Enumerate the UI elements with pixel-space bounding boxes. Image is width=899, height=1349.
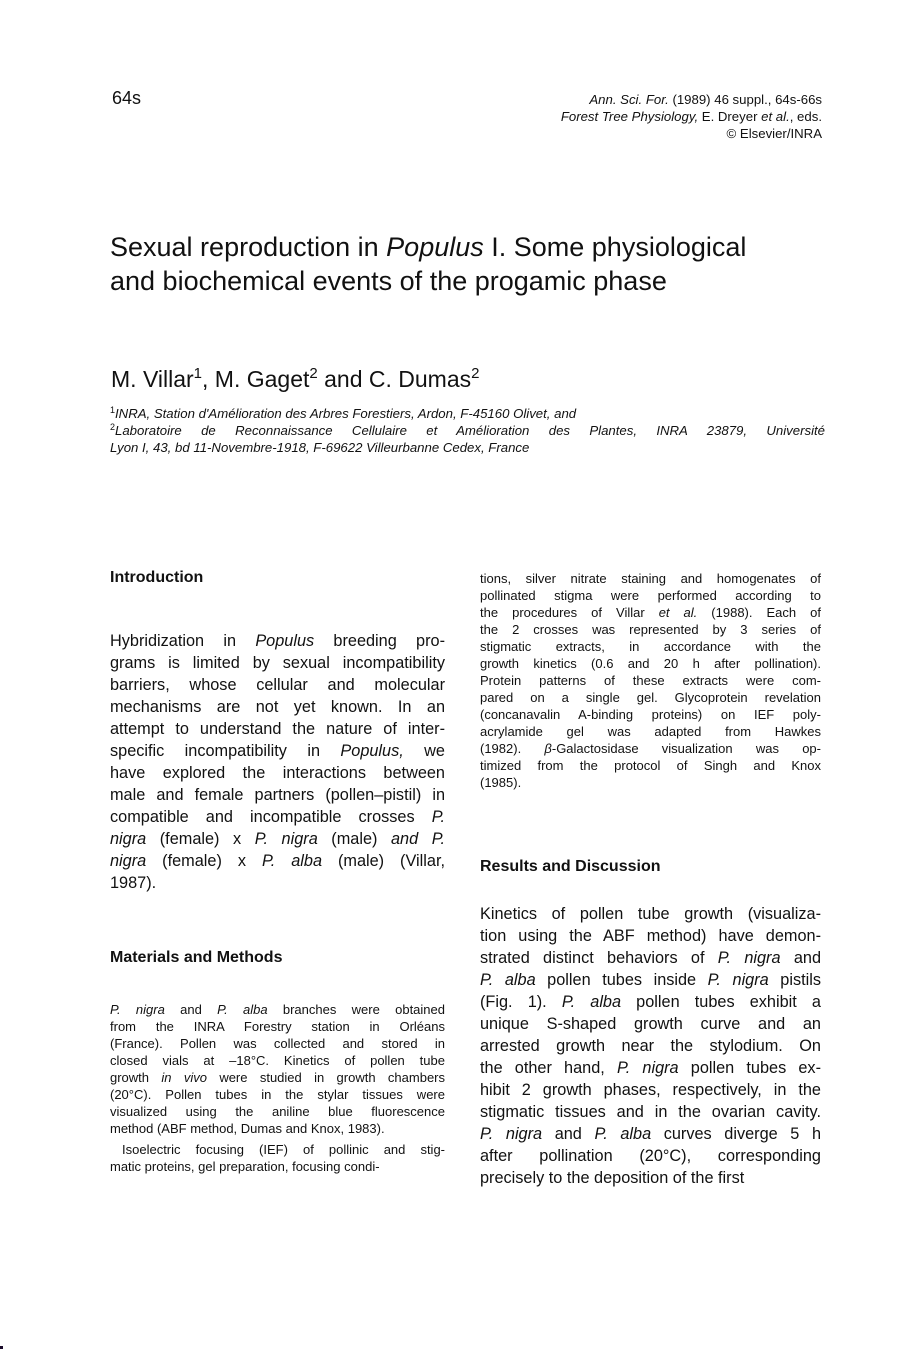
- text-line: specific incompatibility in Populus, we: [110, 742, 445, 760]
- text-line: nigra (female) x P. alba (male) (Villar,: [110, 852, 445, 870]
- results-discussion-section: [480, 858, 821, 1189]
- materials-methods-paragraph-1: [110, 1001, 445, 1137]
- materials-methods-paragraph-2: [110, 1141, 445, 1175]
- text-line: pollinated stigma were performed according to: [480, 588, 821, 603]
- text-line: acrylamide gel was adapted from Hawkes: [480, 724, 821, 739]
- article-title: [110, 230, 830, 298]
- text-line: matic proteins, gel preparation, focusing condi-: [110, 1159, 380, 1174]
- text-line: (1982). β-Galactosidase visualization was op-: [480, 741, 821, 756]
- text-line: Hybridization in Populus breeding pro-: [110, 632, 445, 650]
- affiliations: [110, 405, 825, 456]
- introduction-section: [110, 569, 445, 894]
- text-line: closed vials at –18°C. Kinetics of pollen tube: [110, 1053, 445, 1068]
- affiliation-line: $^1$INRA, Station d'Amélioration des Arbres Forestiers, Ardon, F-45160 Olivet, and: [110, 405, 577, 421]
- affiliation-line: $^2$Laboratoire de Reconnaissance Cellulaire et Amélioration des Plantes, INRA 23879, Université: [110, 422, 825, 438]
- text-line: 1987).: [110, 874, 157, 892]
- text-line: P. nigra and P. alba curves diverge 5 h: [480, 1125, 822, 1143]
- text-line: P. nigra and P. alba branches were obtained: [110, 1002, 445, 1017]
- text-line: tion using the ABF method) have demon-: [480, 927, 821, 945]
- text-line: growth in vivo were studied in growth chambers: [110, 1070, 446, 1085]
- text-line: after pollination (20°C), corresponding: [480, 1147, 821, 1165]
- text-line: Protein patterns of these extracts were com-: [480, 673, 821, 688]
- methods-continued-body: [480, 570, 821, 791]
- text-line: attempt to understand the nature of inter-: [110, 720, 445, 738]
- text-line: (Fig. 1). P. alba pollen tubes exhibit a: [480, 993, 821, 1011]
- text-line: strated distinct behaviors of P. nigra and: [480, 949, 821, 967]
- author-name: C. Dumas: [368, 366, 472, 392]
- materials-methods-section: [110, 949, 445, 1175]
- text-line: grams is limited by sexual incompatibility: [110, 654, 445, 672]
- author-affiliation-marker: 2: [471, 365, 480, 382]
- text-line: the procedures of Villar et al. (1988). Each of: [480, 605, 821, 620]
- author-name: M. Gaget: [214, 366, 310, 392]
- results-discussion-heading: Results and Discussion: [480, 858, 661, 875]
- results-discussion-body: [480, 903, 821, 1189]
- author-affiliation-marker: 1: [193, 365, 202, 382]
- text-line: (20°C). Pollen tubes in the stylar tissues were: [110, 1087, 445, 1102]
- text-line: timized from the protocol of Singh and Knox: [480, 758, 821, 773]
- journal-line-2: Forest Tree Physiology, E. Dreyer et al., eds.: [560, 109, 822, 124]
- text-line: unique S-shaped growth curve and an: [480, 1015, 821, 1033]
- text-line: from the INRA Forestry station in Orléans: [110, 1019, 445, 1034]
- text-line: P. alba pollen tubes inside P. nigra pistils: [480, 971, 821, 989]
- journal-citation: [402, 91, 822, 142]
- introduction-body: [110, 630, 445, 894]
- author-list: M. Villar$^1$, M. Gaget$^2$ and C. Dumas$^2$: [111, 365, 480, 392]
- text-line: growth kinetics (0.6 and 20 h after pollination).: [480, 656, 821, 671]
- text-line: arrested growth near the stylodium. On: [480, 1037, 821, 1055]
- text-line: hibit 2 growth phases, respectively, in the: [480, 1081, 821, 1099]
- title-line-2: and biochemical events of the progamic phase: [110, 266, 667, 296]
- text-line: stigmatic tissues and in the ovarian cavity.: [480, 1103, 821, 1121]
- text-line: Kinetics of pollen tube growth (visualiza-: [480, 905, 821, 923]
- text-line: method (ABF method, Dumas and Knox, 1983).: [110, 1121, 385, 1136]
- text-line: precisely to the deposition of the first: [480, 1169, 745, 1187]
- materials-methods-heading: Materials and Methods: [110, 949, 283, 966]
- author-affiliation-marker: 2: [309, 365, 318, 382]
- author-name: M. Villar: [111, 366, 194, 392]
- text-line: the 2 crosses was represented by 3 series of: [480, 622, 821, 637]
- text-line: visualized using the aniline blue fluorescence: [110, 1104, 445, 1119]
- text-line: Isoelectric focusing (IEF) of pollinic and stig-: [122, 1142, 445, 1157]
- text-line: (1985).: [480, 775, 522, 790]
- text-line: male and female partners (pollen–pistil) in: [110, 786, 445, 804]
- journal-line-3: © Elsevier/INRA: [726, 126, 822, 141]
- text-line: (France). Pollen was collected and stored in: [110, 1036, 445, 1051]
- methods-continued: [480, 570, 821, 791]
- title-line-1: Sexual reproduction in Populus I. Some physiological: [110, 232, 747, 262]
- text-line: the other hand, P. nigra pollen tubes ex-: [480, 1059, 821, 1077]
- text-line: mechanisms are not yet known. In an: [110, 698, 445, 716]
- text-line: barriers, whose cellular and molecular: [110, 676, 445, 694]
- text-line: (concanavalin A-binding proteins) on IEF poly-: [480, 707, 821, 722]
- text-line: stigmatic extracts, in accordance with the: [480, 639, 821, 654]
- page-number: 64s: [112, 88, 142, 108]
- journal-line-1: Ann. Sci. For. (1989) 46 suppl., 64s-66s: [589, 92, 822, 107]
- text-line: tions, silver nitrate staining and homogenates of: [480, 571, 821, 586]
- text-line: compatible and incompatible crosses P.: [110, 808, 445, 826]
- introduction-heading: Introduction: [110, 569, 204, 586]
- text-line: pared on a single gel. Glycoprotein revelation: [480, 690, 821, 705]
- affiliation-line: Lyon I, 43, bd 11-Novembre-1918, F-69622 Villeurbanne Cedex, France: [110, 440, 530, 455]
- text-line: have explored the interactions between: [110, 764, 445, 782]
- text-line: nigra (female) x P. nigra (male) and P.: [110, 830, 445, 848]
